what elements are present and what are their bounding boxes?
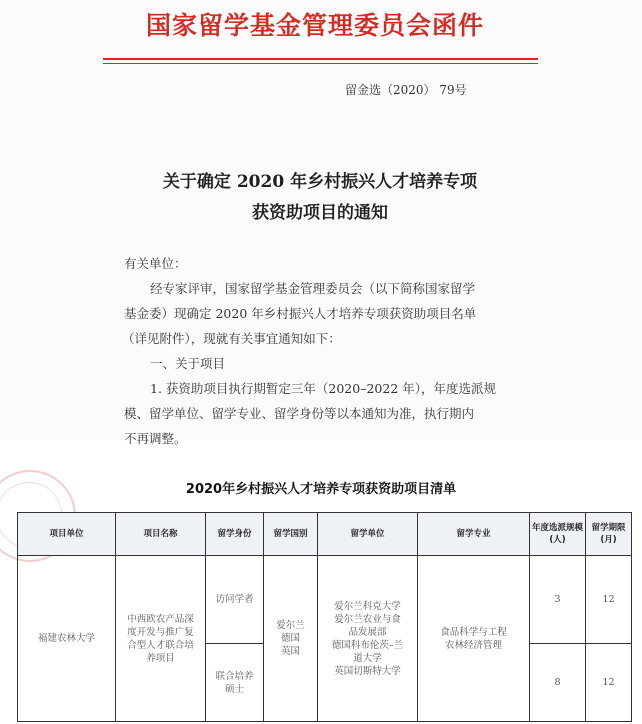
cell-duration: 12	[586, 556, 632, 644]
document-title-line2: 获资助项目的通知	[252, 203, 388, 223]
section-heading: 一、关于项目	[150, 356, 226, 371]
paragraph-1-line-1: 经专家评审，国家留学基金管理委员会（以下简称国家留学	[150, 281, 476, 296]
table-row	[18, 556, 632, 644]
cell-scale: 8	[530, 644, 586, 722]
header-country: 留学国别	[264, 513, 318, 556]
cell-majors: 食品科学与工程 农林经济管理	[418, 556, 530, 722]
header-duration: 留学期限 (月)	[586, 513, 632, 556]
paragraph-2-line-2: 模、留学单位、留学专业、留学身份等以本通知为准，执行期内	[124, 406, 475, 421]
cell-institutions: 爱尔兰科克大学 爱尔兰农业与食 品发展部 德国科布伦茨–兰 道大学 英国切斯特大学	[318, 556, 418, 722]
document-title-line1: 关于确定 2020 年乡村振兴人才培养专项	[162, 172, 478, 192]
header-major: 留学专业	[418, 513, 530, 556]
cell-identity: 联合培养 硕士	[206, 644, 264, 722]
letterhead-rule	[103, 58, 538, 60]
paragraph-2-line-3: 不再调整。	[124, 431, 187, 446]
table-title: 2020年乡村振兴人才培养专项获资助项目清单	[185, 482, 457, 497]
header-project-name: 项目名称	[116, 513, 206, 556]
table-header-row	[18, 513, 632, 556]
header-scale: 年度选派规模 (人)	[530, 513, 586, 556]
cell-unit: 福建农林大学	[18, 556, 116, 722]
letterhead-rule-thin	[103, 63, 538, 64]
paragraph-1-line-3: （详见附件），现就有关事宜通知如下：	[122, 331, 341, 346]
project-table	[17, 512, 632, 722]
header-identity: 留学身份	[206, 513, 264, 556]
paragraph-2-line-1: 1. 获资助项目执行期暂定三年（2020–2022 年），年度选派规	[150, 381, 496, 396]
cell-identity: 访问学者	[206, 556, 264, 644]
salutation: 有关单位：	[124, 256, 187, 271]
cell-duration: 12	[586, 644, 632, 722]
cell-country: 爱尔兰 德国 英国	[264, 556, 318, 722]
cell-scale: 3	[530, 556, 586, 644]
paragraph-1-line-2: 基金委）现确定 2020 年乡村振兴人才培养专项获资助项目名单	[124, 306, 477, 321]
letterhead: 国家留学基金管理委员会函件	[145, 11, 484, 40]
cell-project-name: 中西欧农产品深 度开发与推广复 合型人才联合培 养项目	[116, 556, 206, 722]
header-unit: 项目单位	[18, 513, 116, 556]
header-institution: 留学单位	[318, 513, 418, 556]
document-number: 留金选（2020） 79号	[345, 83, 467, 97]
